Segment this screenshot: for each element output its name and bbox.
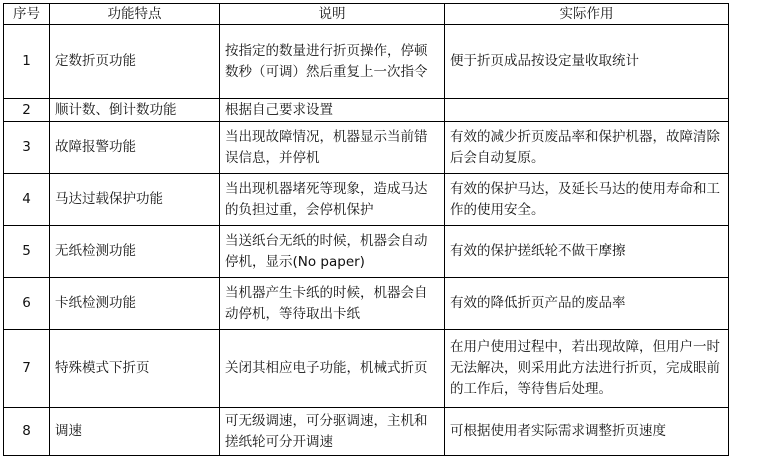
row-effect: 有效的减少折页废品率和保护机器，故障清除后会自动复原。 [445, 122, 729, 174]
row-effect: 可根据使用者实际需求调整折页速度 [445, 408, 729, 456]
row-description: 当机器产生卡纸的时候，机器会自动停机，等待取出卡纸 [220, 278, 445, 330]
header-no: 序号 [4, 4, 50, 25]
row-effect: 有效的降低折页产品的废品率 [445, 278, 729, 330]
row-feature: 卡纸检测功能 [50, 278, 220, 330]
row-effect [445, 99, 729, 122]
row-feature: 调速 [50, 408, 220, 456]
row-number: 2 [4, 99, 50, 122]
row-effect: 在用户使用过程中，若出现故障，但用户一时无法解决，则采用此方法进行折页，完成眼前的工作后，等待售后处理。 [445, 330, 729, 408]
row-number: 7 [4, 330, 50, 408]
table-row [4, 25, 729, 99]
table-row [4, 226, 729, 278]
row-number: 8 [4, 408, 50, 456]
row-effect: 便于折页成品按设定量收取统计 [445, 25, 729, 99]
row-description: 根据自己要求设置 [220, 99, 445, 122]
row-feature: 特殊模式下折页 [50, 330, 220, 408]
feature-table [3, 3, 729, 456]
header-description: 说明 [220, 4, 445, 25]
table-row [4, 122, 729, 174]
feature-table-container [3, 3, 729, 456]
row-feature: 无纸检测功能 [50, 226, 220, 278]
row-description: 可无级调速，可分驱调速，主机和搓纸轮可分开调速 [220, 408, 445, 456]
table-row [4, 278, 729, 330]
row-description: 当出现机器堵死等现象，造成马达的负担过重，会停机保护 [220, 174, 445, 226]
row-number: 5 [4, 226, 50, 278]
row-feature: 顺计数、倒计数功能 [50, 99, 220, 122]
row-description: 关闭其相应电子功能，机械式折页 [220, 330, 445, 408]
header-effect: 实际作用 [445, 4, 729, 25]
row-feature: 马达过载保护功能 [50, 174, 220, 226]
table-row [4, 408, 729, 456]
row-description: 当出现故障情况，机器显示当前错误信息，并停机 [220, 122, 445, 174]
row-number: 1 [4, 25, 50, 99]
row-number: 6 [4, 278, 50, 330]
row-feature: 定数折页功能 [50, 25, 220, 99]
table-header-row [4, 4, 729, 25]
row-effect: 有效的保护马达，及延长马达的使用寿命和工作的使用安全。 [445, 174, 729, 226]
table-row [4, 99, 729, 122]
row-description: 当送纸台无纸的时候，机器会自动停机，显示(No paper) [220, 226, 445, 278]
row-number: 3 [4, 122, 50, 174]
row-effect: 有效的保护搓纸轮不做干摩擦 [445, 226, 729, 278]
row-feature: 故障报警功能 [50, 122, 220, 174]
table-row [4, 330, 729, 408]
row-description: 按指定的数量进行折页操作，停顿数秒（可调）然后重复上一次指令 [220, 25, 445, 99]
header-feature: 功能特点 [50, 4, 220, 25]
row-number: 4 [4, 174, 50, 226]
table-row [4, 174, 729, 226]
